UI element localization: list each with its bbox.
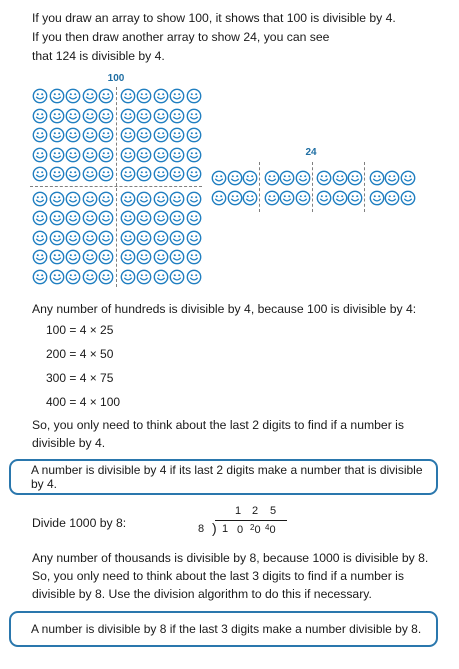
smiley-face-icon: [65, 166, 81, 182]
smiley-face-icon: [169, 108, 185, 124]
smiley-face-icon: [347, 170, 363, 186]
smiley-face-icon: [82, 108, 98, 124]
array-100-horizontal-divider: [30, 186, 202, 187]
smiley-face-icon: [332, 170, 348, 186]
long-division: [195, 505, 295, 545]
smiley-face-icon: [211, 170, 227, 186]
smiley-face-icon: [186, 127, 202, 143]
smiley-face-icon: [153, 147, 169, 163]
smiley-face-icon: [65, 108, 81, 124]
smiley-face-icon: [65, 249, 81, 265]
smiley-face-icon: [98, 147, 114, 163]
smiley-face-icon: [136, 191, 152, 207]
smiley-face-icon: [153, 269, 169, 285]
smiley-face-icon: [295, 170, 311, 186]
smiley-face-icon: [136, 108, 152, 124]
equation-100: 100 = 4 × 25: [46, 323, 114, 337]
smiley-face-icon: [82, 230, 98, 246]
smiley-face-icon: [32, 191, 48, 207]
smiley-face-icon: [49, 191, 65, 207]
smiley-face-icon: [186, 191, 202, 207]
smiley-face-icon: [120, 88, 136, 104]
smiley-face-icon: [136, 127, 152, 143]
smiley-face-icon: [49, 269, 65, 285]
smiley-face-icon: [32, 249, 48, 265]
smiley-face-icon: [98, 108, 114, 124]
smiley-face-icon: [32, 210, 48, 226]
thousands-line-2: So, you only need to think about the last 3 digits to find if a number is: [32, 569, 404, 583]
smiley-face-icon: [295, 190, 311, 206]
smiley-face-icon: [32, 108, 48, 124]
quotient-digit-1: 1: [235, 505, 242, 517]
dividend-digit-3: $^2$0: [250, 523, 261, 536]
dividend-digit-4: $^4$0: [265, 523, 276, 536]
carry-2: 2: [250, 523, 255, 532]
smiley-face-icon: [186, 166, 202, 182]
smiley-face-icon: [65, 269, 81, 285]
smiley-face-icon: [227, 190, 243, 206]
smiley-face-icon: [98, 88, 114, 104]
smiley-face-icon: [369, 170, 385, 186]
smiley-face-icon: [65, 147, 81, 163]
smiley-face-icon: [120, 108, 136, 124]
smiley-face-icon: [186, 88, 202, 104]
smiley-face-icon: [32, 88, 48, 104]
smiley-face-icon: [153, 127, 169, 143]
smiley-face-icon: [169, 127, 185, 143]
smiley-face-icon: [169, 210, 185, 226]
smiley-face-icon: [120, 147, 136, 163]
smiley-face-icon: [98, 230, 114, 246]
smiley-face-icon: [400, 190, 416, 206]
smiley-face-icon: [153, 230, 169, 246]
smiley-face-icon: [65, 191, 81, 207]
smiley-face-icon: [136, 249, 152, 265]
smiley-face-icon: [82, 191, 98, 207]
smiley-face-icon: [227, 170, 243, 186]
smiley-face-icon: [153, 166, 169, 182]
divide-label: Divide 1000 by 8:: [32, 516, 127, 530]
smiley-face-icon: [316, 170, 332, 186]
smiley-face-icon: [136, 269, 152, 285]
smiley-face-icon: [49, 88, 65, 104]
smiley-face-icon: [169, 249, 185, 265]
smiley-face-icon: [186, 210, 202, 226]
smiley-face-icon: [153, 210, 169, 226]
smiley-face-icon: [49, 210, 65, 226]
smiley-face-icon: [65, 230, 81, 246]
array-24-divider: [259, 162, 260, 212]
quotient-digit-3: 5: [270, 505, 277, 517]
smiley-face-icon: [316, 190, 332, 206]
smiley-face-icon: [369, 190, 385, 206]
smiley-face-icon: [49, 147, 65, 163]
smiley-face-icon: [32, 230, 48, 246]
intro-line-2: If you then draw another array to show 24, you can see: [32, 30, 330, 44]
smiley-face-icon: [49, 108, 65, 124]
smiley-face-icon: [98, 191, 114, 207]
thousands-line-1: Any number of thousands is divisible by 8, because 1000 is divisible by 8.: [32, 551, 429, 565]
smiley-face-icon: [279, 190, 295, 206]
smiley-face-icon: [264, 170, 280, 186]
smiley-face-icon: [82, 88, 98, 104]
array-24-divider: [364, 162, 365, 212]
smiley-face-icon: [169, 147, 185, 163]
smiley-face-icon: [384, 190, 400, 206]
smiley-face-icon: [153, 108, 169, 124]
smiley-face-icon: [120, 127, 136, 143]
smiley-face-icon: [120, 191, 136, 207]
quotient-digit-2: 2: [252, 505, 259, 517]
smiley-face-icon: [98, 210, 114, 226]
division-bar: [215, 520, 287, 521]
rule-4-text: A number is divisible by 4 if its last 2 digits make a number that is divisible by 4.: [31, 463, 423, 491]
array-24-label: 24: [305, 147, 317, 158]
smiley-face-icon: [136, 166, 152, 182]
smiley-face-icon: [136, 230, 152, 246]
smiley-face-icon: [82, 269, 98, 285]
smiley-face-icon: [384, 170, 400, 186]
smiley-face-icon: [153, 249, 169, 265]
smiley-face-icon: [186, 147, 202, 163]
smiley-face-icon: [169, 269, 185, 285]
smiley-face-icon: [82, 210, 98, 226]
smiley-face-icon: [242, 170, 258, 186]
equation-200: 200 = 4 × 50: [46, 347, 114, 361]
smiley-face-icon: [347, 190, 363, 206]
dividend-digit-2: 0: [237, 524, 244, 536]
smiley-face-icon: [32, 147, 48, 163]
smiley-face-icon: [153, 191, 169, 207]
smiley-face-icon: [120, 166, 136, 182]
smiley-face-icon: [49, 230, 65, 246]
smiley-face-icon: [400, 170, 416, 186]
rule-4-box: [9, 459, 438, 495]
smiley-face-icon: [82, 166, 98, 182]
smiley-face-icon: [82, 127, 98, 143]
smiley-face-icon: [264, 190, 280, 206]
dividend-digit-1: 1: [222, 523, 229, 535]
array-100-vertical-divider: [116, 87, 117, 287]
smiley-face-icon: [332, 190, 348, 206]
smiley-face-icon: [169, 166, 185, 182]
smiley-face-icon: [32, 127, 48, 143]
smiley-face-icon: [186, 108, 202, 124]
smiley-face-icon: [169, 88, 185, 104]
smiley-face-icon: [98, 249, 114, 265]
smiley-face-icon: [120, 269, 136, 285]
smiley-face-icon: [49, 249, 65, 265]
array-100-label: 100: [107, 73, 125, 84]
smiley-face-icon: [136, 210, 152, 226]
smiley-face-icon: [120, 230, 136, 246]
so-line-1: So, you only need to think about the last 2 digits to find if a number is: [32, 418, 404, 432]
smiley-face-icon: [65, 210, 81, 226]
intro-line-3: that 124 is divisible by 4.: [32, 49, 165, 63]
smiley-face-icon: [169, 191, 185, 207]
smiley-face-icon: [32, 166, 48, 182]
smiley-face-icon: [120, 210, 136, 226]
smiley-face-icon: [98, 269, 114, 285]
smiley-face-icon: [82, 147, 98, 163]
hundreds-statement: Any number of hundreds is divisible by 4, because 100 is divisible by 4:: [32, 302, 417, 316]
smiley-face-icon: [32, 269, 48, 285]
intro-line-1: If you draw an array to show 100, it shows that 100 is divisible by 4.: [32, 11, 396, 25]
so-line-2: divisible by 4.: [32, 436, 106, 450]
smiley-face-icon: [186, 269, 202, 285]
smiley-face-icon: [120, 249, 136, 265]
smiley-face-icon: [169, 230, 185, 246]
array-24-divider: [312, 162, 313, 212]
rule-8-text: A number is divisible by 8 if the last 3 digits make a number divisible by 8.: [31, 622, 422, 636]
smiley-face-icon: [186, 230, 202, 246]
smiley-face-icon: [49, 127, 65, 143]
thousands-line-3: divisible by 8. Use the division algorithm to do this if necessary.: [32, 587, 372, 601]
equation-400: 400 = 4 × 100: [46, 395, 121, 409]
smiley-face-icon: [211, 190, 227, 206]
equation-300: 300 = 4 × 75: [46, 371, 114, 385]
rule-8-box: [9, 611, 438, 647]
carry-3: 4: [265, 523, 270, 532]
smiley-face-icon: [65, 127, 81, 143]
smiley-face-icon: [98, 127, 114, 143]
smiley-face-icon: [136, 147, 152, 163]
divisor: 8: [198, 523, 205, 535]
smiley-face-icon: [136, 88, 152, 104]
smiley-face-icon: [82, 249, 98, 265]
smiley-face-icon: [153, 88, 169, 104]
smiley-face-icon: [65, 88, 81, 104]
smiley-face-icon: [279, 170, 295, 186]
smiley-face-icon: [186, 249, 202, 265]
smiley-face-icon: [98, 166, 114, 182]
division-bracket: ): [212, 520, 217, 536]
smiley-face-icon: [49, 166, 65, 182]
smiley-face-icon: [242, 190, 258, 206]
